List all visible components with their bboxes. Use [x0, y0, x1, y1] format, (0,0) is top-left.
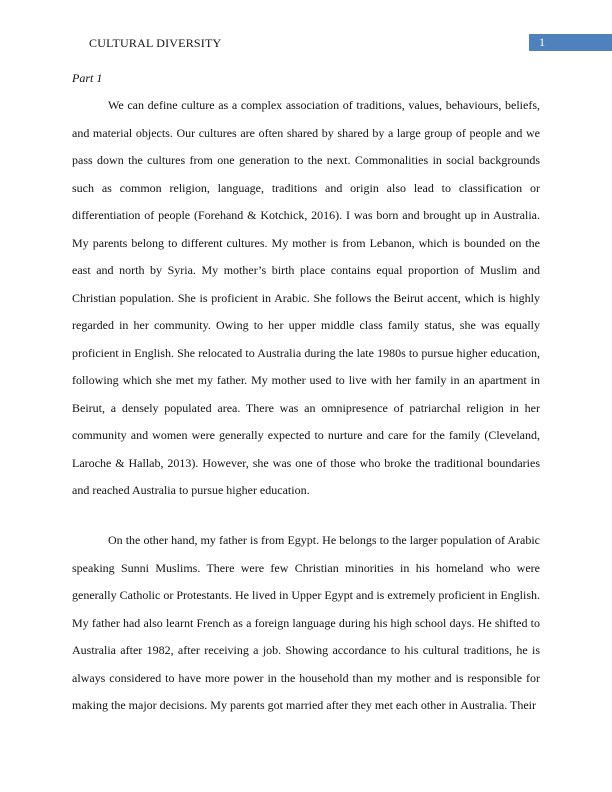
- page-number: 1: [539, 35, 545, 49]
- running-header-title: CULTURAL DIVERSITY: [89, 36, 222, 50]
- paragraph-2: [72, 527, 540, 720]
- paragraph-1-text: We can define culture as a complex association of traditions, values, behaviours, beliefs, and material objects. Our cultures are often shared by shared by a large group of people and we pass down the cultures from one generation to the next. Commonalities in social backgrounds such as common religion, language, traditions and origin also lead to classification or differentiation of people (Forehand & Kotchick, 2016). I was born and brought up in Australia. My parents belong to different cultures. My mother is from Lebanon, which is bounded on the east and north by Syria. My mother’s birth place contains equal proportion of Muslim and Christian population. She is proficient in Arabic. She follows the Beirut accent, which is highly regarded in her community. Owing to her upper middle class family status, she was equally proficient in English. She relocated to Australia during the late 1980s to pursue higher education, following which she met my father. My mother used to live with her family in an apartment in Beirut, a densely populated area. There was an omnipresence of patriarchal religion in her community and women were generally expected to nurture and care for the family (Cleveland, Laroche & Hallab, 2013). However, she was one of those who broke the traditional boundaries and reached Australia to pursue higher education.: [72, 98, 540, 497]
- paragraph-2-text: On the other hand, my father is from Egypt. He belongs to the larger population of Arabic speaking Sunni Muslims. There were few Christian minorities in his homeland who were generally Catholic or Protestants. He lived in Upper Egypt and is extremely proficient in English. My father had also learnt French as a foreign language during his high school days. He shifted to Australia after 1982, after receiving a job. Showing accordance to his cultural traditions, he is always considered to have more power in the household than my mother and is responsible for making the major decisions. My parents got married after they met each other in Australia. Their: [72, 533, 540, 712]
- page-number-badge: [529, 34, 612, 51]
- paragraph-1: [72, 92, 540, 505]
- section-title: Part 1: [72, 71, 103, 85]
